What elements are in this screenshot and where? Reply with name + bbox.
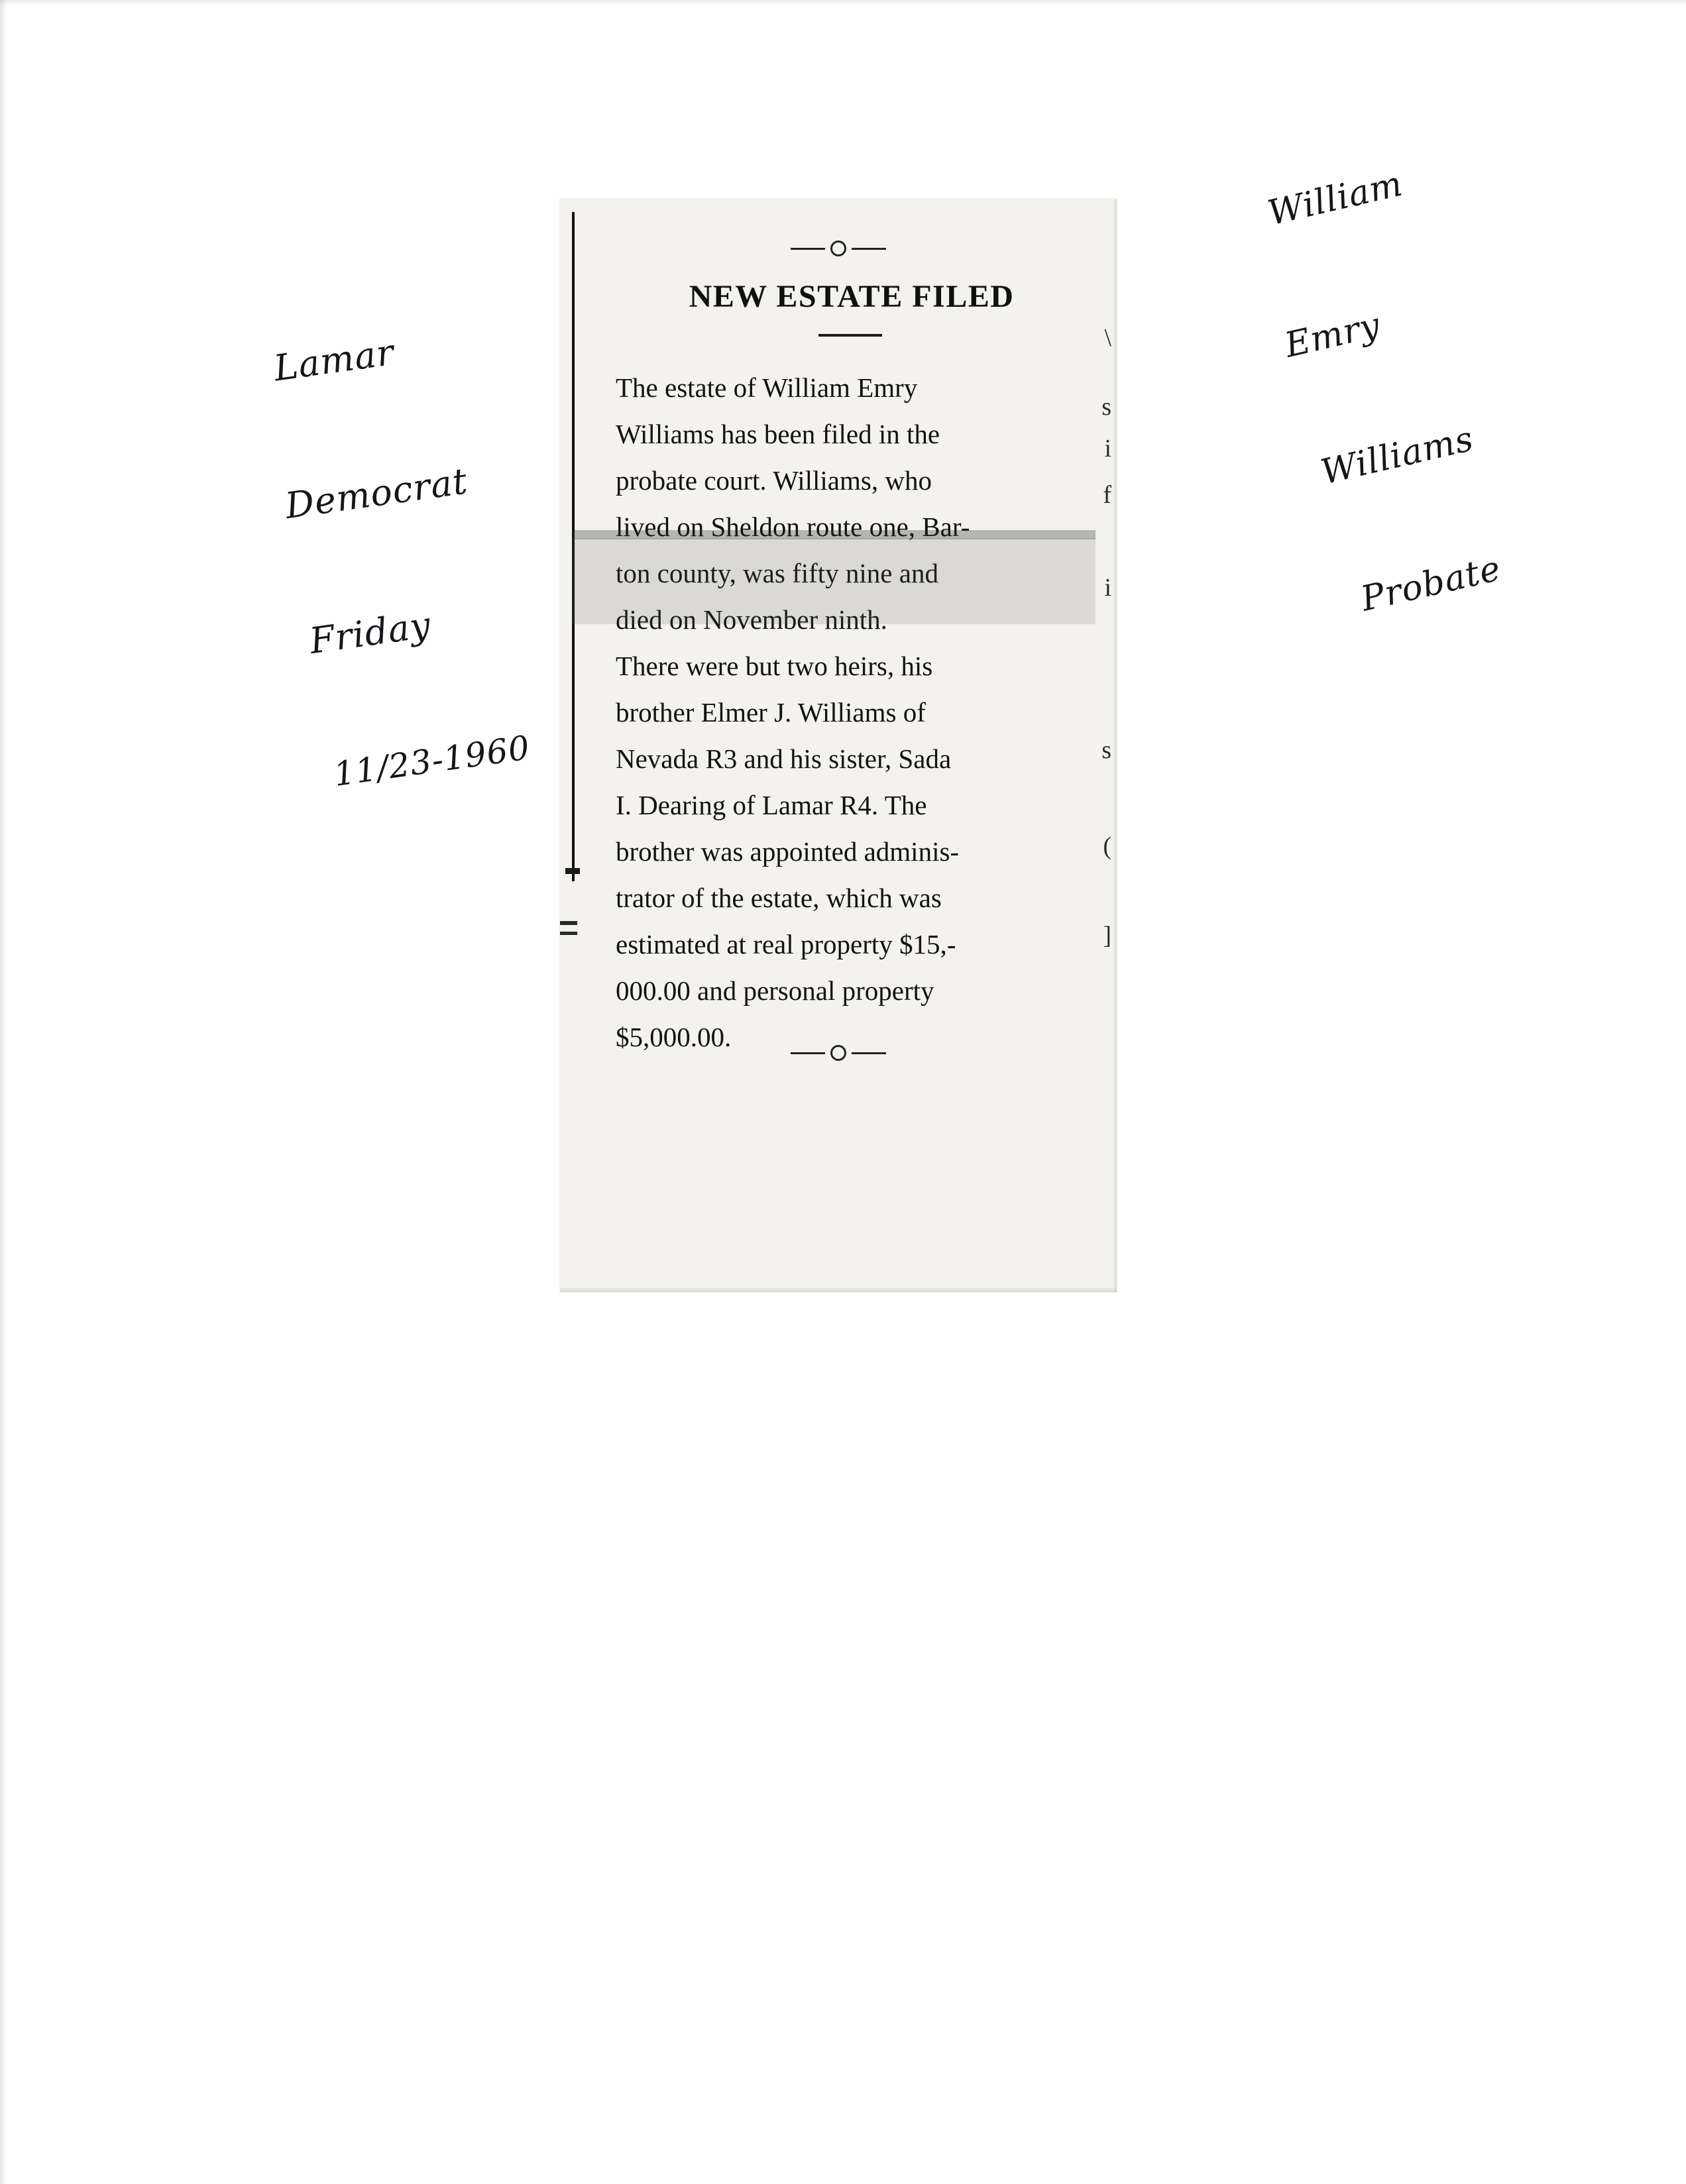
article-body [589, 364, 1053, 1060]
article-line: Williams has been filed in the [616, 419, 940, 449]
edge-fragment: ] [1103, 922, 1111, 950]
subject-note-line-1: William [1264, 164, 1407, 234]
article-line: lived on Sheldon route one, Bar- [616, 512, 970, 542]
edge-fragment: f [1103, 481, 1111, 509]
source-note-line-2: Democrat [282, 459, 471, 527]
clipping-edge-shadow-right [1113, 199, 1117, 1292]
ornament-divider-bottom [560, 1040, 1117, 1063]
edge-fragment: i [1104, 574, 1111, 602]
article-paragraph-1 [589, 364, 1053, 643]
headline-underline-rule [818, 334, 882, 337]
article-line: Nevada R3 and his sister, Sada [616, 743, 952, 774]
article-line: I. Dearing of Lamar R4. The [616, 790, 927, 820]
article-line: trator of the estate, which was [616, 883, 942, 913]
clipping-edge-shadow-bottom [560, 1287, 1117, 1292]
edge-fragment: s [1101, 736, 1111, 764]
article-line: brother was appointed adminis- [616, 836, 960, 867]
article-line: 000.00 and personal property [616, 975, 934, 1006]
article-line: estimated at real property $15,- [616, 929, 956, 959]
article-line: There were but two heirs, his [616, 651, 933, 681]
article-line: The estate of William Emry [616, 372, 918, 403]
newspaper-clipping [560, 199, 1117, 1292]
article-line: ton county, was fifty nine and [616, 558, 938, 588]
edge-fragment: s [1101, 393, 1111, 421]
article-headline: NEW ESTATE FILED [689, 279, 1015, 314]
article-line: probate court. Williams, who [616, 465, 932, 496]
subject-note-line-2: Emry [1281, 305, 1384, 366]
article-line: died on November ninth. [616, 604, 887, 635]
handwritten-source-note [247, 227, 545, 889]
edge-fragment: i [1104, 435, 1111, 463]
article-line: brother Elmer J. Williams of [616, 697, 926, 728]
article-line: $5,000.00. [616, 1022, 732, 1052]
source-note-line-3: Friday [307, 603, 434, 662]
source-note-line-1: Lamar [271, 331, 397, 390]
subject-note-line-3: Williams [1317, 419, 1478, 493]
column-rule-mark-lower [560, 932, 577, 935]
source-note-line-4: 11/23-1960 [331, 728, 533, 794]
subject-note-line-4: Probate [1357, 549, 1505, 620]
handwritten-subject-note [1219, 74, 1528, 714]
scan-edge-shadow-left [0, 0, 7, 2184]
column-rule-mark-upper [560, 921, 577, 925]
edge-fragment: ( [1103, 832, 1111, 860]
article-paragraph-2 [589, 643, 1053, 1060]
edge-fragment: \ [1104, 324, 1111, 352]
scan-edge-shadow-top [0, 0, 1686, 5]
column-rule-tick [565, 868, 580, 874]
ornament-divider-top [560, 236, 1117, 258]
